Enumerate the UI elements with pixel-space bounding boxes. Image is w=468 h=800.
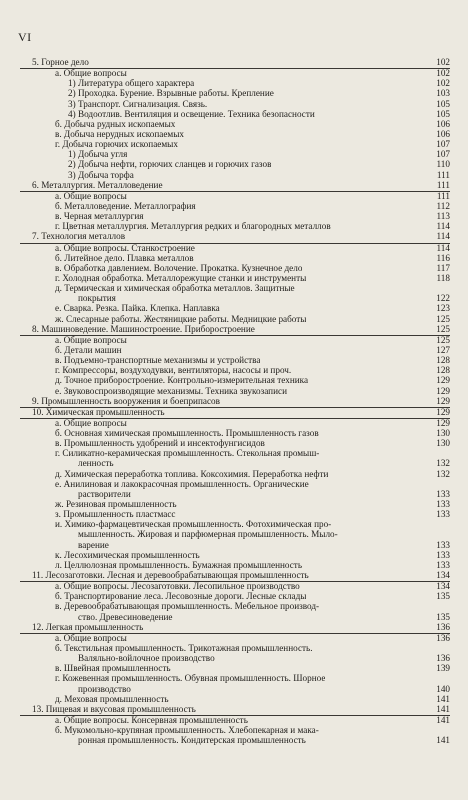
toc-page-number: 141 [436,735,450,746]
toc-page-number: 102 [436,78,450,89]
toc-entry-title: в. Обработка давлением. Волочение. Прокатка. Кузнечное дело [55,263,303,273]
toc-entry-title: 10. Химическая промышленность [32,407,165,417]
toc-page-number: 128 [436,365,450,376]
toc-section-heading [20,181,450,192]
toc-page-number: 114 [436,231,450,242]
toc-page-number: 129 [436,406,450,417]
toc-entry [20,315,450,325]
toc-entry [20,294,450,304]
toc-page-number: 105 [436,98,450,109]
toc-entry [20,192,450,202]
toc-page-number: 113 [436,211,450,222]
toc-entry [20,664,450,674]
toc-section-heading [20,232,450,243]
toc-page-number: 111 [436,169,450,180]
toc-entry-title: б. Текстильная промышленность. Трикотажная промышленность. [55,644,313,654]
toc-section-heading [20,397,450,408]
toc-entry [20,551,450,561]
toc-entry-title: е. Сварка. Резка. Пайка. Клепка. Наплавка [55,304,220,314]
toc-entry [20,100,450,110]
toc-entry [20,439,450,449]
toc-entry-title: 11. Лесозаготовки. Лесная и деревообрабатывающая промышленность [32,571,309,581]
toc-entry [20,274,450,284]
toc-page-number: 107 [436,149,450,160]
toc-entry [20,480,450,490]
toc-entry [20,500,450,510]
toc-page-number: 111 [436,190,450,201]
toc-page-number: 139 [436,663,450,674]
toc-page-number: 114 [436,221,450,232]
toc-entry-title: д. Точное приборостроение. Контрольно-измерительная техника [55,376,309,386]
toc-entry-title: г. Кожевенная промышленность. Обувная промышленность. Шорное [55,674,326,684]
toc-entry-title: г. Холодная обработка. Металлорежущие станки и инструменты [55,273,307,283]
toc-entry [20,613,450,623]
toc-entry-title: б. Транспортирование леса. Лесовозные дороги. Лесные склады [55,592,307,602]
toc-entry-title: 13. Пищевая и вкусовая промышленность [32,704,196,714]
toc-entry-title: е. Звуковоспроизводящие механизмы. Техника звукозаписи [55,386,288,396]
toc-entry [20,674,450,684]
toc-entry [20,120,450,130]
toc-entry [20,254,450,264]
toc-entry [20,429,450,439]
toc-page-number: 134 [436,570,450,581]
toc-entry [20,244,450,254]
toc-entry [20,212,450,222]
toc-page-number: 133 [436,549,450,560]
toc-entry [20,346,450,356]
toc-entry-title: д. Термическая и химическая обработка металлов. Защитные [55,284,295,294]
toc-entry [20,561,450,571]
toc-page-number: 133 [436,488,450,499]
toc-entry-title: и. Химико-фармацевтическая промышленность. Фотохимическая про- [55,520,332,530]
toc-entry [20,592,450,602]
toc-entry [20,336,450,346]
toc-page-number: 123 [436,303,450,314]
toc-entry [20,510,450,520]
toc-page-number: 136 [436,632,450,643]
toc-entry-title: а. Общие вопросы [55,633,127,643]
toc-page-number: 133 [436,509,450,520]
toc-entry [20,419,450,429]
page-number: VI [18,30,32,44]
toc-page-number: 129 [436,375,450,386]
toc-entry-title: г. Компрессоры, воздуходувки, вентиляторы, насосы и проч. [55,366,292,376]
toc-entry [20,470,450,480]
toc-entry-title: к. Лесохимическая промышленность [55,550,200,560]
toc-entry-title: б. Литейное дело. Плавка металлов [55,253,194,263]
toc-entry [20,602,450,612]
toc-page-number: 105 [436,108,450,119]
toc-entry-title: в. Подъемно-транспортные механизмы и устройства [55,356,261,366]
toc-page-number: 132 [436,468,450,479]
toc-page-number: 117 [436,262,450,273]
toc-entry-title: б. Детали машин [55,345,122,355]
toc-page-number: 141 [436,703,450,714]
toc-entry-title: б. Мукомольно-крупяная промышленность. Хлебопекарная и мака- [55,726,319,736]
toc-page-number: 102 [436,57,450,67]
toc-page-number: 125 [436,323,450,334]
toc-entry-title: варение [78,540,109,550]
toc-page-number: 122 [436,293,450,304]
toc-entry-title: в. Деревообрабатывающая промышленность. Мебельное производ- [55,602,320,612]
toc-entry [20,736,450,746]
toc-entry-title: 1) Добыча угля [68,150,128,160]
toc-entry-title: 2) Добыча нефти, горючих сланцев и горючих газов [68,160,272,170]
toc-page-number: 133 [436,559,450,570]
toc-entry [20,520,450,530]
toc-entry-title: ронная промышленность. Кондитерская промышленность [78,736,306,746]
toc-page-number: 110 [436,159,450,170]
toc-entry-title: г. Добыча горючих ископаемых [55,140,178,150]
toc-entry-title: мышленность. Жировая и парфюмерная промышленность. Мыло- [78,530,338,540]
toc-page-number: 130 [436,438,450,449]
toc-page-number: 129 [436,417,450,428]
toc-entry-title: 1) Литература общего характера [68,79,195,89]
toc-entry [20,356,450,366]
toc-entry-title: 2) Проходка. Бурение. Взрывные работы. Крепление [68,89,274,99]
toc-page-number: 114 [436,242,450,253]
toc-entry [20,140,450,150]
toc-entry-title: растворители [78,489,131,499]
toc-entry-title: ство. Древесиноведение [78,612,173,622]
toc-entry [20,89,450,99]
toc-page-number: 106 [436,128,450,139]
toc-entry [20,366,450,376]
toc-page-number: 129 [436,395,450,406]
toc-page-number: 130 [436,428,450,439]
toc-entry [20,110,450,120]
toc-section-heading [20,58,450,69]
toc-entry [20,202,450,212]
toc-entry-title: б. Добыча рудных ископаемых [55,119,176,129]
toc-entry-title: в. Черная металлургия [55,212,144,222]
toc-entry-title: б. Металловедение. Металлография [55,201,196,211]
toc-page-number: 134 [436,581,450,592]
toc-entry [20,685,450,695]
toc-entry-title: Валяльно-войлочное производство [78,654,215,664]
toc-entry-title: 6. Металлургия. Металловедение [32,180,163,190]
toc-entry [20,79,450,89]
toc-section-heading [20,623,450,634]
toc-entry [20,150,450,160]
toc-section-heading [20,408,450,419]
toc-entry-title: 5. Горное дело [32,58,89,67]
toc-page-number: 140 [436,683,450,694]
toc-entry [20,726,450,736]
toc-page-number: 133 [436,539,450,550]
toc-entry [20,264,450,274]
toc-page-number: 135 [436,611,450,622]
toc-entry-title: в. Промышленность удобрений и инсектофунгисидов [55,439,265,449]
toc-entry-title: 12. Легкая промышленность [32,622,144,632]
toc-entry-title: а. Общие вопросы. Лесозаготовки. Лесопильное производство [55,582,300,592]
toc-page-number: 128 [436,355,450,366]
toc-entry [20,582,450,592]
toc-page-number: 125 [436,313,450,324]
toc-entry [20,304,450,314]
toc-entry-title: производство [78,684,131,694]
toc-entry-title: а. Общие вопросы [55,69,127,79]
table-of-contents [20,58,450,746]
toc-page-number: 141 [436,715,450,725]
toc-entry-title: покрытия [78,294,116,304]
toc-page-number: 102 [436,68,450,79]
toc-page-number: 133 [436,499,450,510]
toc-page-number: 107 [436,139,450,150]
toc-entry-title: ж. Слесарные работы. Жестяницкие работы. Медницкие работы [55,314,307,324]
toc-entry-title: ж. Резиновая промышленность [55,500,177,510]
toc-page-number: 112 [436,200,450,211]
toc-entry [20,284,450,294]
toc-entry-title: л. Целлюлозная промышленность. Бумажная промышленность [55,560,303,570]
toc-entry-title: а. Общие вопросы [55,191,127,201]
toc-entry [20,376,450,386]
toc-entry [20,695,450,705]
toc-page-number: 136 [436,653,450,664]
toc-entry [20,130,450,140]
toc-entry-title: 3) Добыча торфа [68,170,134,180]
toc-section-heading [20,571,450,582]
toc-entry-title: е. Анилиновая и лакокрасочная промышленность. Органические [55,479,309,489]
toc-entry-title: а. Общие вопросы [55,335,127,345]
toc-entry [20,634,450,644]
toc-entry-title: г. Цветная металлургия. Металлургия редких и благородных металлов [55,222,331,232]
toc-entry [20,541,450,551]
toc-entry [20,222,450,232]
toc-entry [20,530,450,540]
toc-section-heading [20,325,450,336]
toc-entry-title: д. Меховая промышленность [55,694,169,704]
toc-entry [20,459,450,469]
toc-page-number: 135 [436,591,450,602]
toc-page-number: 141 [436,693,450,704]
toc-entry-title: 3) Транспорт. Сигнализация. Связь. [68,99,208,109]
toc-entry-title: а. Общие вопросы. Консервная промышленность [55,716,248,725]
toc-entry-title: 9. Промышленность вооружения и боеприпасов [32,396,220,406]
toc-page-number: 103 [436,88,450,99]
toc-entry-title: д. Химическая переработка топлива. Коксохимия. Переработка нефти [55,469,329,479]
toc-entry [20,69,450,79]
toc-entry-title: 8. Машиноведение. Машиностроение. Приборостроение [32,324,255,334]
toc-page-number: 136 [436,621,450,632]
toc-page-number: 111 [436,179,450,190]
toc-page-number: 118 [436,272,450,283]
toc-page-number: 116 [436,252,450,263]
toc-page-number: 125 [436,334,450,345]
toc-entry-title: а. Общие вопросы. Станкостроение [55,243,195,253]
toc-entry [20,490,450,500]
toc-entry [20,654,450,664]
toc-page-number: 127 [436,344,450,355]
toc-entry-title: б. Основная химическая промышленность. Промышленность газов [55,429,319,439]
toc-entry-title: а. Общие вопросы [55,418,127,428]
toc-entry-title: г. Силикатно-керамическая промышленность. Стекольная промыш- [55,449,320,459]
toc-page-number: 106 [436,118,450,129]
toc-entry [20,716,450,726]
toc-page-number: 132 [436,458,450,469]
toc-entry-title: з. Промышленность пластмасс [55,510,176,520]
toc-entry-title: в. Добыча нерудных ископаемых [55,129,185,139]
toc-entry-title: ленность [78,459,114,469]
toc-page-number: 129 [436,385,450,396]
toc-entry-title: в. Швейная промышленность [55,664,171,674]
toc-entry [20,387,450,397]
toc-entry-title: 7. Технология металлов [32,232,126,242]
toc-entry-title: 4) Водоотлив. Вентиляция и освещение. Техника безопасности [68,109,315,119]
toc-entry [20,171,450,181]
toc-section-heading [20,705,450,716]
toc-entry [20,449,450,459]
toc-entry [20,160,450,170]
toc-entry [20,644,450,654]
